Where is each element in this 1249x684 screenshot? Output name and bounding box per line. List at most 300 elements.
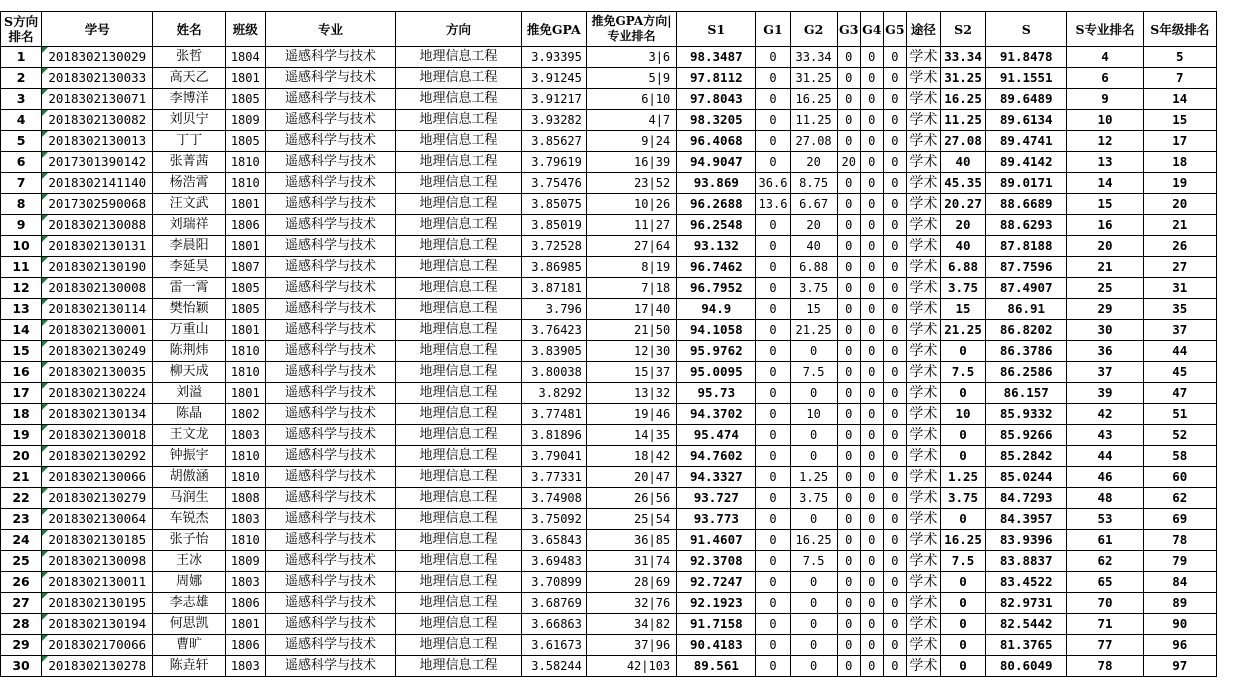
cell-gpa[interactable]: 3.80038 [521, 362, 586, 383]
cell-g2[interactable]: 0 [790, 635, 837, 656]
cell-class[interactable]: 1806 [225, 593, 265, 614]
cell-major[interactable]: 遥感科学与技术 [265, 299, 395, 320]
cell-g2[interactable]: 0 [790, 656, 837, 677]
cell-gpa-rank[interactable]: 15|37 [586, 362, 676, 383]
cell-g3[interactable]: 0 [837, 320, 860, 341]
cell-g1[interactable]: 0 [756, 551, 790, 572]
cell-name[interactable]: 刘溢 [153, 383, 225, 404]
cell-s[interactable]: 89.4741 [986, 131, 1067, 152]
cell-g4[interactable]: 0 [860, 257, 883, 278]
cell-s-major-rank[interactable]: 65 [1067, 572, 1143, 593]
cell-gpa[interactable]: 3.83905 [521, 341, 586, 362]
cell-g2[interactable]: 0 [790, 572, 837, 593]
cell-g2[interactable]: 31.25 [790, 68, 837, 89]
cell-s2[interactable]: 0 [940, 614, 985, 635]
cell-gpa-rank[interactable]: 8|19 [586, 257, 676, 278]
cell-g5[interactable]: 0 [883, 488, 906, 509]
cell-s[interactable]: 88.6293 [986, 215, 1067, 236]
cell-g4[interactable]: 0 [860, 488, 883, 509]
cell-gpa[interactable]: 3.70899 [521, 572, 586, 593]
cell-gpa-rank[interactable]: 20|47 [586, 467, 676, 488]
cell-g3[interactable]: 0 [837, 383, 860, 404]
cell-student-id[interactable]: 2018302130224 [42, 383, 153, 404]
cell-g5[interactable]: 0 [883, 173, 906, 194]
cell-major[interactable]: 遥感科学与技术 [265, 404, 395, 425]
cell-g1[interactable]: 0 [756, 383, 790, 404]
cell-s-major-rank[interactable]: 13 [1067, 152, 1143, 173]
cell-s-year-rank[interactable]: 51 [1143, 404, 1216, 425]
cell-path[interactable]: 学术 [906, 299, 940, 320]
cell-g2[interactable]: 0 [790, 425, 837, 446]
cell-student-id[interactable]: 2017301390142 [42, 152, 153, 173]
cell-s-year-rank[interactable]: 5 [1143, 47, 1216, 68]
cell-major[interactable]: 遥感科学与技术 [265, 614, 395, 635]
cell-name[interactable]: 车锐杰 [153, 509, 225, 530]
cell-s1[interactable]: 96.7462 [677, 257, 756, 278]
cell-student-id[interactable]: 2018302130279 [42, 488, 153, 509]
cell-gpa-rank[interactable]: 32|76 [586, 593, 676, 614]
cell-gpa[interactable]: 3.65843 [521, 530, 586, 551]
cell-rank[interactable]: 19 [1, 425, 42, 446]
cell-s-year-rank[interactable]: 20 [1143, 194, 1216, 215]
cell-g1[interactable]: 0 [756, 530, 790, 551]
cell-name[interactable]: 钟振宇 [153, 446, 225, 467]
cell-s-major-rank[interactable]: 62 [1067, 551, 1143, 572]
cell-s-year-rank[interactable]: 62 [1143, 488, 1216, 509]
cell-g3[interactable]: 0 [837, 467, 860, 488]
cell-direction[interactable]: 地理信息工程 [396, 530, 521, 551]
cell-name[interactable]: 曹旷 [153, 635, 225, 656]
cell-g1[interactable]: 0 [756, 593, 790, 614]
cell-s2[interactable]: 6.88 [940, 257, 985, 278]
cell-rank[interactable]: 7 [1, 173, 42, 194]
cell-class[interactable]: 1810 [225, 173, 265, 194]
cell-s2[interactable]: 40 [940, 236, 985, 257]
cell-s-major-rank[interactable]: 42 [1067, 404, 1143, 425]
cell-s-major-rank[interactable]: 61 [1067, 530, 1143, 551]
cell-g4[interactable]: 0 [860, 509, 883, 530]
cell-student-id[interactable]: 2018302130190 [42, 257, 153, 278]
cell-student-id[interactable]: 2018302130249 [42, 341, 153, 362]
cell-s-year-rank[interactable]: 37 [1143, 320, 1216, 341]
cell-name[interactable]: 万重山 [153, 320, 225, 341]
cell-g5[interactable]: 0 [883, 509, 906, 530]
cell-major[interactable]: 遥感科学与技术 [265, 446, 395, 467]
cell-gpa[interactable]: 3.85627 [521, 131, 586, 152]
cell-name[interactable]: 张哲 [153, 47, 225, 68]
cell-g4[interactable]: 0 [860, 467, 883, 488]
header-gpa-rank[interactable]: 推免GPA方向|专业排名 [586, 12, 676, 47]
cell-path[interactable]: 学术 [906, 110, 940, 131]
cell-s-year-rank[interactable]: 15 [1143, 110, 1216, 131]
cell-s-major-rank[interactable]: 78 [1067, 656, 1143, 677]
cell-student-id[interactable]: 2018302130082 [42, 110, 153, 131]
cell-s1[interactable]: 93.132 [677, 236, 756, 257]
cell-class[interactable]: 1801 [225, 194, 265, 215]
cell-g2[interactable]: 3.75 [790, 488, 837, 509]
cell-s[interactable]: 82.5442 [986, 614, 1067, 635]
cell-class[interactable]: 1803 [225, 425, 265, 446]
cell-major[interactable]: 遥感科学与技术 [265, 278, 395, 299]
cell-gpa[interactable]: 3.77481 [521, 404, 586, 425]
cell-s2[interactable]: 3.75 [940, 488, 985, 509]
cell-rank[interactable]: 28 [1, 614, 42, 635]
cell-s-major-rank[interactable]: 21 [1067, 257, 1143, 278]
cell-g1[interactable]: 0 [756, 488, 790, 509]
cell-g4[interactable]: 0 [860, 614, 883, 635]
cell-s2[interactable]: 20 [940, 215, 985, 236]
cell-g1[interactable]: 0 [756, 425, 790, 446]
cell-g2[interactable]: 7.5 [790, 362, 837, 383]
cell-name[interactable]: 刘贝宁 [153, 110, 225, 131]
cell-path[interactable]: 学术 [906, 383, 940, 404]
cell-s-major-rank[interactable]: 37 [1067, 362, 1143, 383]
cell-s2[interactable]: 0 [940, 341, 985, 362]
cell-g1[interactable]: 0 [756, 572, 790, 593]
cell-class[interactable]: 1808 [225, 488, 265, 509]
cell-path[interactable]: 学术 [906, 425, 940, 446]
cell-s-major-rank[interactable]: 10 [1067, 110, 1143, 131]
cell-s-major-rank[interactable]: 71 [1067, 614, 1143, 635]
cell-g1[interactable]: 0 [756, 68, 790, 89]
cell-s2[interactable]: 0 [940, 383, 985, 404]
cell-name[interactable]: 高天乙 [153, 68, 225, 89]
cell-gpa-rank[interactable]: 23|52 [586, 173, 676, 194]
cell-gpa[interactable]: 3.93282 [521, 110, 586, 131]
cell-gpa-rank[interactable]: 19|46 [586, 404, 676, 425]
cell-s-year-rank[interactable]: 7 [1143, 68, 1216, 89]
header-student-id[interactable]: 学号 [42, 12, 153, 47]
cell-s-major-rank[interactable]: 12 [1067, 131, 1143, 152]
cell-s-year-rank[interactable]: 45 [1143, 362, 1216, 383]
cell-major[interactable]: 遥感科学与技术 [265, 236, 395, 257]
cell-g2[interactable]: 6.67 [790, 194, 837, 215]
cell-major[interactable]: 遥感科学与技术 [265, 152, 395, 173]
cell-s[interactable]: 86.3786 [986, 341, 1067, 362]
cell-s[interactable]: 88.6689 [986, 194, 1067, 215]
cell-gpa[interactable]: 3.58244 [521, 656, 586, 677]
cell-s-major-rank[interactable]: 53 [1067, 509, 1143, 530]
cell-student-id[interactable]: 2018302130278 [42, 656, 153, 677]
cell-direction[interactable]: 地理信息工程 [396, 635, 521, 656]
cell-s[interactable]: 86.8202 [986, 320, 1067, 341]
cell-class[interactable]: 1805 [225, 89, 265, 110]
cell-rank[interactable]: 22 [1, 488, 42, 509]
cell-g5[interactable]: 0 [883, 383, 906, 404]
cell-g1[interactable]: 0 [756, 635, 790, 656]
cell-s2[interactable]: 31.25 [940, 68, 985, 89]
cell-s[interactable]: 89.0171 [986, 173, 1067, 194]
cell-rank[interactable]: 13 [1, 299, 42, 320]
cell-s1[interactable]: 90.4183 [677, 635, 756, 656]
cell-path[interactable]: 学术 [906, 89, 940, 110]
cell-major[interactable]: 遥感科学与技术 [265, 173, 395, 194]
cell-g3[interactable]: 0 [837, 68, 860, 89]
cell-g1[interactable]: 0 [756, 446, 790, 467]
cell-s-year-rank[interactable]: 19 [1143, 173, 1216, 194]
cell-gpa[interactable]: 3.79041 [521, 446, 586, 467]
cell-gpa[interactable]: 3.91245 [521, 68, 586, 89]
cell-s1[interactable]: 93.727 [677, 488, 756, 509]
cell-g1[interactable]: 0 [756, 614, 790, 635]
cell-gpa[interactable]: 3.75092 [521, 509, 586, 530]
cell-g2[interactable]: 0 [790, 341, 837, 362]
cell-path[interactable]: 学术 [906, 194, 940, 215]
cell-class[interactable]: 1807 [225, 257, 265, 278]
cell-s2[interactable]: 0 [940, 656, 985, 677]
cell-direction[interactable]: 地理信息工程 [396, 131, 521, 152]
cell-gpa-rank[interactable]: 9|24 [586, 131, 676, 152]
cell-s-year-rank[interactable]: 60 [1143, 467, 1216, 488]
cell-gpa-rank[interactable]: 26|56 [586, 488, 676, 509]
cell-major[interactable]: 遥感科学与技术 [265, 656, 395, 677]
cell-s2[interactable]: 20.27 [940, 194, 985, 215]
cell-s2[interactable]: 10 [940, 404, 985, 425]
cell-g5[interactable]: 0 [883, 47, 906, 68]
cell-g4[interactable]: 0 [860, 215, 883, 236]
cell-s-year-rank[interactable]: 52 [1143, 425, 1216, 446]
cell-student-id[interactable]: 2018302130114 [42, 299, 153, 320]
cell-name[interactable]: 李博洋 [153, 89, 225, 110]
cell-major[interactable]: 遥感科学与技术 [265, 320, 395, 341]
cell-gpa[interactable]: 3.85019 [521, 215, 586, 236]
cell-s2[interactable]: 3.75 [940, 278, 985, 299]
cell-path[interactable]: 学术 [906, 572, 940, 593]
cell-g5[interactable]: 0 [883, 404, 906, 425]
cell-s2[interactable]: 0 [940, 635, 985, 656]
cell-gpa-rank[interactable]: 10|26 [586, 194, 676, 215]
cell-s-year-rank[interactable]: 58 [1143, 446, 1216, 467]
cell-s[interactable]: 87.8188 [986, 236, 1067, 257]
cell-s-year-rank[interactable]: 89 [1143, 593, 1216, 614]
cell-g2[interactable]: 0 [790, 614, 837, 635]
cell-g2[interactable]: 21.25 [790, 320, 837, 341]
cell-major[interactable]: 遥感科学与技术 [265, 425, 395, 446]
cell-class[interactable]: 1805 [225, 278, 265, 299]
cell-path[interactable]: 学术 [906, 215, 940, 236]
header-g5[interactable]: G5 [883, 12, 906, 47]
cell-rank[interactable]: 21 [1, 467, 42, 488]
cell-major[interactable]: 遥感科学与技术 [265, 383, 395, 404]
cell-gpa-rank[interactable]: 11|27 [586, 215, 676, 236]
cell-g3[interactable]: 0 [837, 404, 860, 425]
cell-direction[interactable]: 地理信息工程 [396, 572, 521, 593]
cell-g5[interactable]: 0 [883, 362, 906, 383]
cell-path[interactable]: 学术 [906, 404, 940, 425]
header-g1[interactable]: G1 [756, 12, 790, 47]
cell-rank[interactable]: 14 [1, 320, 42, 341]
cell-g1[interactable]: 0 [756, 320, 790, 341]
cell-student-id[interactable]: 2018302130066 [42, 467, 153, 488]
cell-s-major-rank[interactable]: 30 [1067, 320, 1143, 341]
cell-student-id[interactable]: 2018302130292 [42, 446, 153, 467]
cell-gpa-rank[interactable]: 31|74 [586, 551, 676, 572]
cell-s[interactable]: 82.9731 [986, 593, 1067, 614]
cell-s2[interactable]: 7.5 [940, 362, 985, 383]
cell-s[interactable]: 91.8478 [986, 47, 1067, 68]
cell-gpa-rank[interactable]: 18|42 [586, 446, 676, 467]
cell-direction[interactable]: 地理信息工程 [396, 47, 521, 68]
cell-gpa[interactable]: 3.66863 [521, 614, 586, 635]
cell-s[interactable]: 81.3765 [986, 635, 1067, 656]
cell-student-id[interactable]: 2018302130033 [42, 68, 153, 89]
cell-student-id[interactable]: 2018302130131 [42, 236, 153, 257]
cell-gpa-rank[interactable]: 27|64 [586, 236, 676, 257]
cell-class[interactable]: 1809 [225, 551, 265, 572]
cell-path[interactable]: 学术 [906, 593, 940, 614]
cell-major[interactable]: 遥感科学与技术 [265, 593, 395, 614]
cell-s[interactable]: 80.6049 [986, 656, 1067, 677]
cell-gpa-rank[interactable]: 13|32 [586, 383, 676, 404]
cell-g1[interactable]: 0 [756, 152, 790, 173]
cell-s2[interactable]: 15 [940, 299, 985, 320]
cell-direction[interactable]: 地理信息工程 [396, 362, 521, 383]
cell-s-year-rank[interactable]: 69 [1143, 509, 1216, 530]
cell-g5[interactable]: 0 [883, 614, 906, 635]
cell-s2[interactable]: 1.25 [940, 467, 985, 488]
cell-major[interactable]: 遥感科学与技术 [265, 341, 395, 362]
cell-g5[interactable]: 0 [883, 656, 906, 677]
cell-s-major-rank[interactable]: 77 [1067, 635, 1143, 656]
cell-g4[interactable]: 0 [860, 131, 883, 152]
cell-gpa[interactable]: 3.74908 [521, 488, 586, 509]
cell-gpa[interactable]: 3.86985 [521, 257, 586, 278]
cell-rank[interactable]: 29 [1, 635, 42, 656]
cell-s2[interactable]: 45.35 [940, 173, 985, 194]
cell-g4[interactable]: 0 [860, 572, 883, 593]
cell-s[interactable]: 91.1551 [986, 68, 1067, 89]
cell-s1[interactable]: 95.9762 [677, 341, 756, 362]
cell-g5[interactable]: 0 [883, 425, 906, 446]
cell-direction[interactable]: 地理信息工程 [396, 152, 521, 173]
cell-name[interactable]: 张菁茜 [153, 152, 225, 173]
cell-s-year-rank[interactable]: 97 [1143, 656, 1216, 677]
cell-path[interactable]: 学术 [906, 614, 940, 635]
cell-name[interactable]: 王文龙 [153, 425, 225, 446]
cell-g2[interactable]: 40 [790, 236, 837, 257]
cell-path[interactable]: 学术 [906, 341, 940, 362]
cell-rank[interactable]: 24 [1, 530, 42, 551]
cell-direction[interactable]: 地理信息工程 [396, 383, 521, 404]
cell-rank[interactable]: 10 [1, 236, 42, 257]
cell-s[interactable]: 86.157 [986, 383, 1067, 404]
cell-s[interactable]: 83.9396 [986, 530, 1067, 551]
cell-g5[interactable]: 0 [883, 131, 906, 152]
cell-s-year-rank[interactable]: 78 [1143, 530, 1216, 551]
cell-g3[interactable]: 0 [837, 572, 860, 593]
cell-s2[interactable]: 33.34 [940, 47, 985, 68]
cell-direction[interactable]: 地理信息工程 [396, 509, 521, 530]
cell-major[interactable]: 遥感科学与技术 [265, 530, 395, 551]
cell-gpa-rank[interactable]: 42|103 [586, 656, 676, 677]
cell-major[interactable]: 遥感科学与技术 [265, 194, 395, 215]
cell-rank[interactable]: 9 [1, 215, 42, 236]
cell-student-id[interactable]: 2018302130035 [42, 362, 153, 383]
cell-direction[interactable]: 地理信息工程 [396, 425, 521, 446]
cell-path[interactable]: 学术 [906, 467, 940, 488]
cell-major[interactable]: 遥感科学与技术 [265, 215, 395, 236]
cell-g4[interactable]: 0 [860, 530, 883, 551]
cell-s-year-rank[interactable]: 96 [1143, 635, 1216, 656]
cell-g1[interactable]: 0 [756, 236, 790, 257]
cell-major[interactable]: 遥感科学与技术 [265, 467, 395, 488]
cell-s[interactable]: 87.7596 [986, 257, 1067, 278]
cell-name[interactable]: 李延昊 [153, 257, 225, 278]
cell-class[interactable]: 1810 [225, 152, 265, 173]
cell-name[interactable]: 陈荆炜 [153, 341, 225, 362]
cell-g2[interactable]: 10 [790, 404, 837, 425]
cell-major[interactable]: 遥感科学与技术 [265, 47, 395, 68]
cell-g1[interactable]: 0 [756, 89, 790, 110]
cell-g1[interactable]: 0 [756, 362, 790, 383]
cell-g3[interactable]: 0 [837, 425, 860, 446]
cell-s2[interactable]: 16.25 [940, 530, 985, 551]
cell-direction[interactable]: 地理信息工程 [396, 593, 521, 614]
cell-g2[interactable]: 33.34 [790, 47, 837, 68]
cell-g5[interactable]: 0 [883, 278, 906, 299]
cell-s2[interactable]: 27.08 [940, 131, 985, 152]
cell-g5[interactable]: 0 [883, 194, 906, 215]
cell-path[interactable]: 学术 [906, 635, 940, 656]
cell-student-id[interactable]: 2018302130008 [42, 278, 153, 299]
cell-g1[interactable]: 13.6 [756, 194, 790, 215]
cell-g4[interactable]: 0 [860, 194, 883, 215]
cell-direction[interactable]: 地理信息工程 [396, 320, 521, 341]
cell-rank[interactable]: 16 [1, 362, 42, 383]
header-s-direction-rank[interactable]: S方向排名 [1, 12, 42, 47]
cell-s2[interactable]: 0 [940, 446, 985, 467]
cell-name[interactable]: 汪文武 [153, 194, 225, 215]
cell-path[interactable]: 学术 [906, 173, 940, 194]
cell-student-id[interactable]: 2017302590068 [42, 194, 153, 215]
cell-gpa-rank[interactable]: 16|39 [586, 152, 676, 173]
cell-path[interactable]: 学术 [906, 278, 940, 299]
cell-rank[interactable]: 17 [1, 383, 42, 404]
cell-g2[interactable]: 0 [790, 593, 837, 614]
cell-rank[interactable]: 30 [1, 656, 42, 677]
cell-student-id[interactable]: 2018302130195 [42, 593, 153, 614]
cell-name[interactable]: 刘瑞祥 [153, 215, 225, 236]
cell-path[interactable]: 学术 [906, 551, 940, 572]
cell-student-id[interactable]: 2018302130194 [42, 614, 153, 635]
cell-path[interactable]: 学术 [906, 152, 940, 173]
cell-s-major-rank[interactable]: 43 [1067, 425, 1143, 446]
cell-direction[interactable]: 地理信息工程 [396, 278, 521, 299]
cell-path[interactable]: 学术 [906, 257, 940, 278]
cell-name[interactable]: 丁丁 [153, 131, 225, 152]
cell-gpa-rank[interactable]: 37|96 [586, 635, 676, 656]
cell-g2[interactable]: 0 [790, 446, 837, 467]
cell-g5[interactable]: 0 [883, 551, 906, 572]
cell-direction[interactable]: 地理信息工程 [396, 89, 521, 110]
cell-class[interactable]: 1810 [225, 362, 265, 383]
cell-class[interactable]: 1803 [225, 572, 265, 593]
cell-rank[interactable]: 20 [1, 446, 42, 467]
cell-s-year-rank[interactable]: 27 [1143, 257, 1216, 278]
cell-major[interactable]: 遥感科学与技术 [265, 509, 395, 530]
cell-g5[interactable]: 0 [883, 320, 906, 341]
cell-g4[interactable]: 0 [860, 47, 883, 68]
cell-g4[interactable]: 0 [860, 299, 883, 320]
cell-student-id[interactable]: 2018302130029 [42, 47, 153, 68]
cell-g2[interactable]: 16.25 [790, 89, 837, 110]
cell-class[interactable]: 1803 [225, 509, 265, 530]
cell-major[interactable]: 遥感科学与技术 [265, 488, 395, 509]
cell-gpa-rank[interactable]: 25|54 [586, 509, 676, 530]
cell-s[interactable]: 85.9332 [986, 404, 1067, 425]
cell-s-major-rank[interactable]: 44 [1067, 446, 1143, 467]
cell-direction[interactable]: 地理信息工程 [396, 257, 521, 278]
